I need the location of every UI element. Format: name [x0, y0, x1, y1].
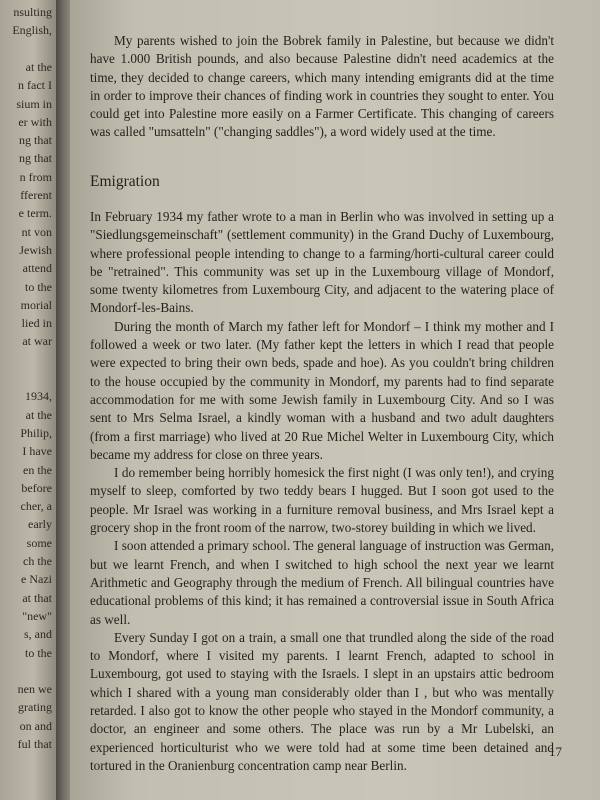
left-page-line: ful that [17, 737, 52, 751]
left-page-line: en the [23, 462, 52, 477]
left-page-edge [0, 0, 56, 800]
left-page-line: I have [22, 444, 52, 459]
section-heading: Emigration [90, 173, 160, 190]
left-page-line: n fact I [18, 78, 52, 93]
left-page-line: er with [18, 114, 52, 129]
left-page-line: ng that [19, 133, 52, 148]
body-paragraph-4: I soon attended a primary school. The general language of instruction was German, but we learnt French, and when I switched to high school the next year we learnt Arithmetic and Geography through the medium of French. All bilingual countries have educational problems of this kind; it has remained a controversial issue in South Africa as well. [90, 538, 554, 627]
left-page-line: nen we [17, 682, 52, 697]
left-page-line: before [21, 480, 52, 495]
left-page-line: s, and [24, 627, 52, 642]
intro-paragraph: My parents wished to join the Bobrek family in Palestine, but because we didn't have 1.000 British pounds, and also because Palestine didn't need academics at the time, they decided to change careers, which many intending emigrants did at the time in order to improve their chances of finding work in countries they sought to enter. You could get into Palestine more easily on a Farmer Certificate. This changing of careers was called "umsatteln" ("changing saddles"), a word widely used at the time. [90, 33, 554, 140]
left-page-line: to the [25, 645, 52, 660]
left-page-line: to the [25, 279, 52, 294]
left-page-line: attend [22, 261, 52, 276]
left-page-line: cher, a [20, 499, 52, 514]
left-page-line: English, [12, 23, 52, 38]
left-page-line: ch the [23, 554, 52, 568]
left-page-line: morial [20, 297, 52, 312]
left-page-line: ng that [19, 151, 52, 166]
book-page [70, 0, 600, 800]
body-paragraph-2: During the month of March my father left for Mondorf – I think my mother and I followed a week or two later. (My father kept the letters in which I read that people were expected to bring their own beds, spade and hoe). As you couldn't bring children to the house occupied by the community in Mondorf, my parents had to find separate accommodation for me with some Jewish family in Luxembourg City. And so I was sent to Mrs Selma Israel, a kindly woman with a husband and two adult daughters (from a first marriage) who lived at 20 Rue Michel Welter in Luxembourg City, which became my address for close on three years. [90, 318, 554, 462]
body-paragraph-5: Every Sunday I got on a train, a small one that trundled along the side of the road to Mondorf, where I visited my parents. I learnt French, adapted to school in Luxembourg, got used to staying with the Israels. I slept in an upstairs attic bedroom which I shared with a young man considerably older than I , but who was mentally retarded. I also got to know the other people who stayed in the Mondorf community, a doctor, an engineer and some others. The place was run by a Mr Lubelski, an experienced horticulturist who we were told had at some time been detained and tortured in the Oranienburg concentration camp near Berlin. [90, 629, 554, 773]
book-gutter [56, 0, 70, 800]
left-page-line: sium in [16, 96, 52, 111]
left-page-line: at the [25, 59, 52, 74]
left-page-line: some [26, 535, 52, 550]
left-page-line: lied in [21, 316, 52, 331]
left-page-line: 1934, [25, 389, 52, 404]
left-page-line: nsulting [13, 5, 52, 19]
left-page-line: at that [22, 590, 52, 605]
left-page-line: grating [18, 700, 52, 715]
left-page-line: n from [19, 169, 52, 184]
left-page-line: early [28, 517, 52, 532]
left-page-line: at war [22, 334, 52, 349]
left-page-line: Philip, [20, 425, 52, 440]
body-paragraph-1: In February 1934 my father wrote to a man in Berlin who was involved in setting up a "Siedlungsgemeinschaft" (settlement community) in the Grand Duchy of Luxembourg, where professional people intending to change to a farming/horti-cultural career could be "retrained". This community was set up in the Luxembourg village of Mondorf, some twenty kilometres from Luxembourg City, and adjacent to the watering place of Mondorf-les-Bains. [90, 209, 554, 316]
body-section [90, 208, 554, 775]
left-page-line: at the [25, 407, 52, 422]
left-page-line: e term. [18, 206, 52, 221]
left-page-line: "new" [22, 608, 52, 623]
left-page-line: on and [19, 718, 52, 733]
left-page-line: Jewish [19, 242, 52, 257]
body-paragraph-3: I do remember being horribly homesick the first night (I was only ten!), and crying myself to sleep, comforted by two teddy bears I hugged. But I soon got used to the people. Mr Israel was working in a furniture removal business, and Mrs Israel kept a grocery shop in the front room of the narrow, two-storey building in which we lived. [90, 465, 554, 536]
left-page-line: nt von [21, 224, 52, 239]
intro-section [90, 32, 554, 142]
left-page-line: e Nazi [21, 572, 52, 587]
left-page-line: fferent [20, 188, 52, 202]
page-number: 17 [549, 744, 562, 759]
